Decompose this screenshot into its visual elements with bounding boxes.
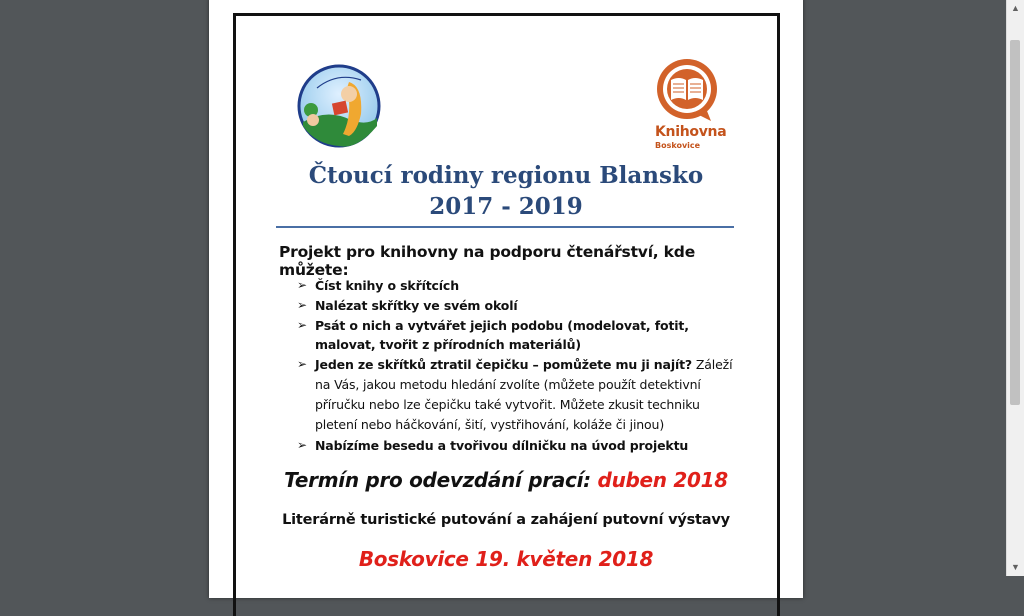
list-item-bold-text: Jeden ze skřítků ztratil čepičku – pomůžete mu ji najít? bbox=[315, 357, 693, 373]
chevron-down-icon[interactable]: ▼ bbox=[1011, 562, 1020, 572]
list-item bbox=[297, 436, 742, 456]
document-title bbox=[209, 160, 803, 222]
reading-family-logo-icon bbox=[297, 64, 381, 148]
list-item-bold-text: Psát o nich a vytvářet jejich podobu (modelovat, fotit, malovat, tvořit z přírodních materiálů) bbox=[315, 317, 689, 353]
list-item-bold-text: Nalézat skřítky ve svém okolí bbox=[315, 297, 518, 313]
chevron-up-icon[interactable]: ▲ bbox=[1011, 3, 1020, 13]
document-page bbox=[209, 0, 803, 598]
title-line-2: 2017 - 2019 bbox=[429, 193, 583, 220]
list-item bbox=[297, 316, 742, 356]
list-item bbox=[297, 355, 742, 434]
list-item bbox=[297, 276, 742, 296]
vertical-scrollbar[interactable] bbox=[1006, 0, 1024, 576]
arrow-bullet-icon: ➢ bbox=[297, 317, 307, 332]
walk-announcement: Literárně turistické putování a zahájení putovní výstavy bbox=[282, 512, 730, 528]
list-item bbox=[297, 296, 742, 316]
list-item-bold-text: Číst knihy o skřítcích bbox=[315, 278, 459, 293]
title-divider bbox=[276, 226, 734, 228]
arrow-bullet-icon: ➢ bbox=[297, 278, 307, 292]
list-item-bold-text: Nabízíme besedu a tvořivou dílničku na úvod projektu bbox=[315, 438, 689, 454]
event-date: Boskovice 19. květen 2018 bbox=[358, 547, 654, 571]
intro-text: Projekt pro knihovny na podporu čtenářství, kde můžete: bbox=[279, 243, 696, 279]
arrow-bullet-icon: ➢ bbox=[297, 297, 307, 312]
scrollbar-thumb[interactable] bbox=[1010, 40, 1020, 405]
activity-list bbox=[297, 276, 742, 456]
deadline-label: Termín pro odevzdání prací: bbox=[284, 468, 591, 492]
arrow-bullet-icon: ➢ bbox=[297, 357, 307, 372]
deadline-line bbox=[209, 468, 803, 492]
reading-family-logo bbox=[297, 64, 381, 148]
deadline-value: duben 2018 bbox=[597, 468, 728, 492]
library-logo-city: Boskovice bbox=[655, 141, 701, 150]
book-speech-icon bbox=[653, 58, 729, 122]
title-line-1: Čtoucí rodiny regionu Blansko bbox=[308, 162, 704, 189]
library-logo bbox=[653, 58, 729, 158]
library-logo-name: Knihovna bbox=[655, 124, 727, 140]
list-item-text: Záleží na Vás, jakou metodu hledání zvolíte (můžete použít detektivní příručku nebo lze čepičku také vytvořit. Můžete zkusit techniku pletení nebo háčkování, šití, vystřihování, koláže či jinou) bbox=[315, 357, 733, 432]
arrow-bullet-icon: ➢ bbox=[297, 438, 307, 453]
